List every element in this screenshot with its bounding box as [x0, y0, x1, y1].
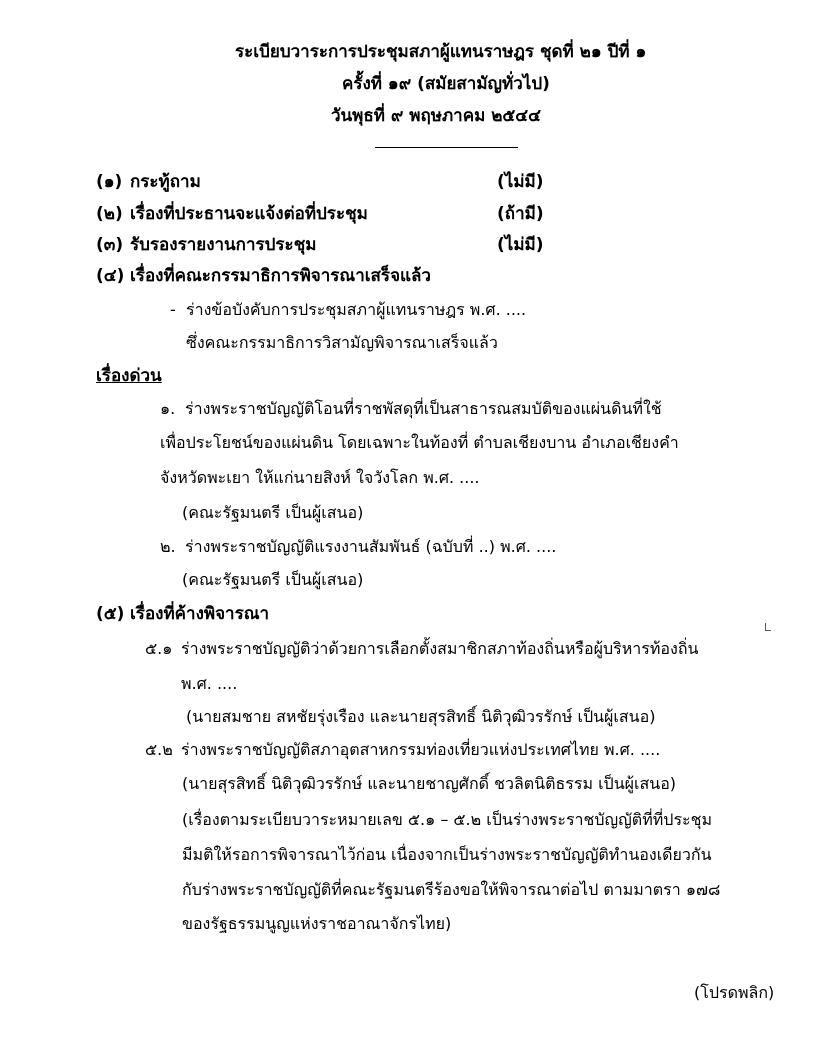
- agenda-status-1: (ไม่มี): [497, 172, 544, 192]
- urgent-num-2: ๒.: [160, 537, 176, 556]
- urgent-num-1: ๑.: [160, 399, 176, 418]
- pending-note-line4: ของรัฐธรรมนูญแห่งราชอาณาจักรไทย): [182, 914, 452, 933]
- agenda-num-2: (๒): [96, 204, 123, 224]
- agenda-title-4: เรื่องที่คณะกรรมาธิการพิจารณาเสร็จแล้ว: [130, 266, 431, 286]
- pending-1-line1: ร่างพระราชบัญญัติว่าด้วยการเลือกตั้งสมาชิกสภาท้องถิ่นหรือผู้บริหารท้องถิ่น: [181, 639, 699, 658]
- pending-note-line1: (เรื่องตามระเบียบวาระหมายเลข ๕.๑ – ๕.๒ เป็นร่างพระราชบัญญัติที่ที่ประชุม: [182, 810, 713, 829]
- urgent-1-proposer: (คณะรัฐมนตรี เป็นผู้เสนอ): [182, 503, 364, 522]
- margin-mark: [765, 623, 771, 631]
- agenda-num-3: (๓): [96, 235, 124, 255]
- turn-over-note: (โปรดพลิก): [694, 983, 775, 1002]
- urgent-1-line1: ร่างพระราชบัญญัติโอนที่ราชพัสดุที่เป็นสาธารณสมบัติของแผ่นดินที่ใช้: [185, 399, 662, 418]
- pending-num-1: ๕.๑: [145, 639, 173, 658]
- pending-2-line1: ร่างพระราชบัญญัติสภาอุตสาหกรรมท่องเที่ยวแห่งประเทศไทย พ.ศ. ....: [181, 740, 661, 759]
- doc-title-line2: ครั้งที่ ๑๙ (สมัยสามัญทั่วไป): [342, 74, 550, 94]
- item4-line1: ร่างข้อบังคับการประชุมสภาผู้แทนราษฎร พ.ศ. ....: [186, 300, 527, 319]
- agenda-title-3: รับรองรายงานการประชุม: [130, 235, 317, 255]
- doc-date: วันพุธที่ ๙ พฤษภาคม ๒๕๔๔: [331, 106, 542, 126]
- pending-2-proposer: (นายสุรสิทธิ์ นิติวุฒิวรรักษ์ และนายชาญศักดิ์ ชวลิตนิติธรรม เป็นผู้เสนอ): [182, 774, 677, 793]
- urgent-2-line1: ร่างพระราชบัญญัติแรงงานสัมพันธ์ (ฉบับที่ ..) พ.ศ. ....: [185, 537, 557, 556]
- title-divider: [375, 147, 518, 148]
- pending-num-2: ๕.๒: [145, 740, 173, 759]
- pending-title: เรื่องที่ค้างพิจารณา: [130, 604, 270, 624]
- urgent-1-line2: เพื่อประโยชน์ของแผ่นดิน โดยเฉพาะในท้องที่ ตำบลเชียงบาน อำเภอเชียงคำ: [160, 433, 679, 452]
- item4-dash: -: [170, 300, 176, 319]
- item4-line2: ซึ่งคณะกรรมาธิการวิสามัญพิจารณาเสร็จแล้ว: [186, 333, 498, 352]
- pending-1-line2: พ.ศ. ....: [181, 674, 238, 693]
- urgent-1-line3: จังหวัดพะเยา ให้แก่นายสิงห์ ใจวังโลก พ.ศ. ....: [160, 468, 480, 487]
- doc-title-line1: ระเบียบวาระการประชุมสภาผู้แทนราษฎร ชุดที่ ๒๑ ปีที่ ๑: [235, 42, 647, 62]
- urgent-2-proposer: (คณะรัฐมนตรี เป็นผู้เสนอ): [182, 570, 364, 589]
- agenda-title-2: เรื่องที่ประธานจะแจ้งต่อที่ประชุม: [130, 204, 368, 224]
- agenda-title-1: กระทู้ถาม: [130, 172, 201, 192]
- agenda-status-3: (ไม่มี): [497, 235, 544, 255]
- agenda-num-4: (๔): [96, 266, 125, 286]
- agenda-num-1: (๑): [96, 172, 123, 192]
- pending-note-line3: กับร่างพระราชบัญญัติที่คณะรัฐมนตรีร้องขอให้พิจารณาต่อไป ตามมาตรา ๑๗๘: [182, 880, 721, 899]
- urgent-heading: เรื่องด่วน: [96, 366, 162, 386]
- agenda-status-2: (ถ้ามี): [497, 204, 544, 224]
- pending-num: (๕): [96, 604, 125, 624]
- pending-1-proposer: (นายสมชาย สหชัยรุ่งเรือง และนายสุรสิทธิ์ นิติวุฒิวรรักษ์ เป็นผู้เสนอ): [186, 707, 656, 726]
- pending-note-line2: มีมติให้รอการพิจารณาไว้ก่อน เนื่องจากเป็นร่างพระราชบัญญัติทำนองเดียวกัน: [182, 845, 712, 864]
